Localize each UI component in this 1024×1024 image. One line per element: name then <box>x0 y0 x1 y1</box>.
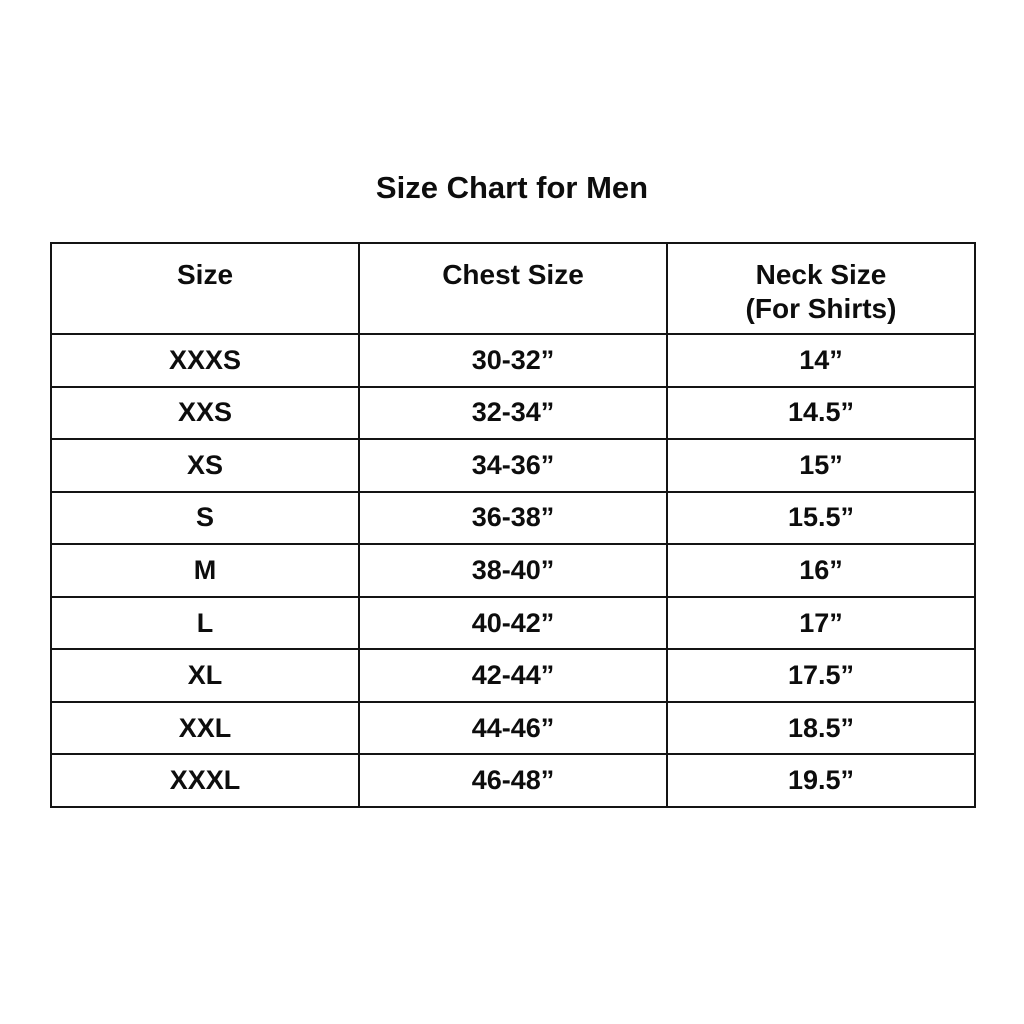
table-row-xxxs <box>51 334 975 387</box>
table-row-xxs <box>51 387 975 440</box>
table-row-xs <box>51 439 975 492</box>
column-header-size: Size <box>51 243 359 334</box>
size-cell: XXL <box>51 702 359 755</box>
neck-size-cell: 18.5” <box>667 702 975 755</box>
size-cell: XXS <box>51 387 359 440</box>
size-cell: XXXS <box>51 334 359 387</box>
table-row-xl <box>51 649 975 702</box>
chest-size-cell: 42-44” <box>359 649 667 702</box>
chest-size-cell: 44-46” <box>359 702 667 755</box>
for-shirts-label: (For Shirts) <box>745 293 897 325</box>
table-header-row <box>51 243 975 334</box>
size-cell: M <box>51 544 359 597</box>
chest-size-cell: 30-32” <box>359 334 667 387</box>
neck-size-label: Neck Size <box>755 259 887 290</box>
size-chart-table <box>50 242 976 808</box>
table-row-l <box>51 597 975 650</box>
size-cell: XL <box>51 649 359 702</box>
column-header-neck-size <box>667 243 975 334</box>
chest-size-cell: 46-48” <box>359 754 667 807</box>
table-row-xxxl <box>51 754 975 807</box>
neck-size-cell: 15” <box>667 439 975 492</box>
table-row-xxl <box>51 702 975 755</box>
neck-size-cell: 16” <box>667 544 975 597</box>
neck-size-cell: 17” <box>667 597 975 650</box>
column-header-chest-size: Chest Size <box>359 243 667 334</box>
size-cell: XS <box>51 439 359 492</box>
chest-size-cell: 40-42” <box>359 597 667 650</box>
table-row-s <box>51 492 975 545</box>
size-cell: S <box>51 492 359 545</box>
neck-size-cell: 14.5” <box>667 387 975 440</box>
chest-size-cell: 32-34” <box>359 387 667 440</box>
page-title: Size Chart for Men <box>375 170 649 205</box>
neck-size-cell: 19.5” <box>667 754 975 807</box>
table-head <box>51 243 975 334</box>
table-row-m <box>51 544 975 597</box>
size-cell: L <box>51 597 359 650</box>
chest-size-cell: 38-40” <box>359 544 667 597</box>
chest-size-cell: 36-38” <box>359 492 667 545</box>
neck-size-cell: 15.5” <box>667 492 975 545</box>
chest-size-cell: 34-36” <box>359 439 667 492</box>
size-cell: XXXL <box>51 754 359 807</box>
table-body <box>51 334 975 807</box>
neck-size-cell: 17.5” <box>667 649 975 702</box>
neck-size-cell: 14” <box>667 334 975 387</box>
